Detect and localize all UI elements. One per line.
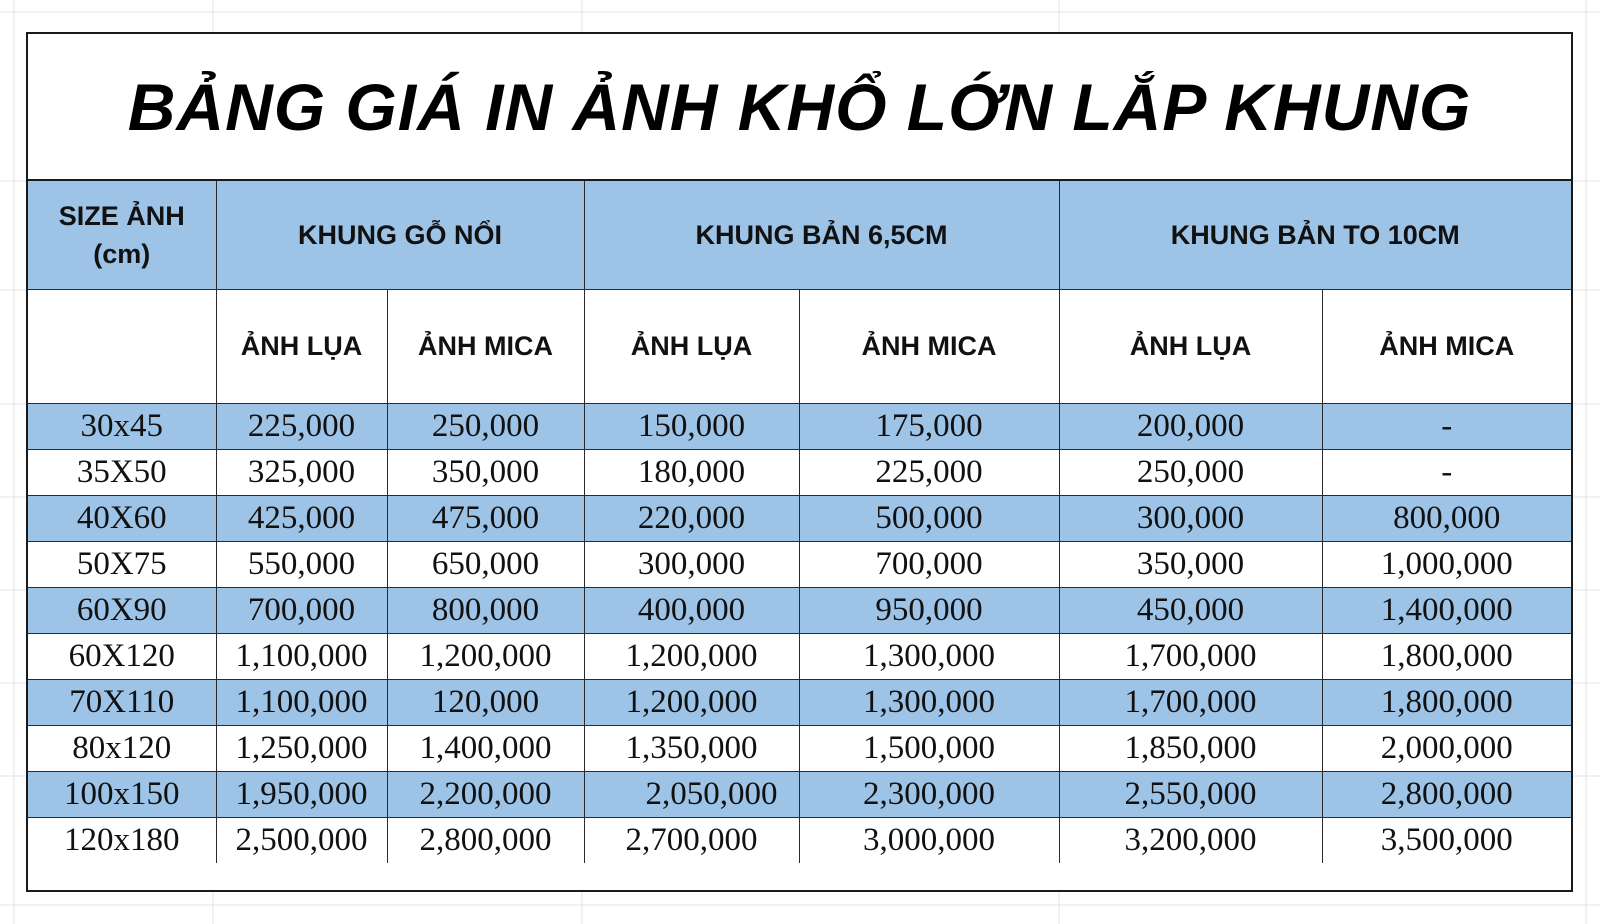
price-cell: 1,250,000 (216, 726, 387, 772)
price-cell: 1,100,000 (216, 680, 387, 726)
price-cell-value: 2,050,000 (645, 776, 778, 812)
price-table (28, 181, 1571, 863)
price-cell: 1,800,000 (1322, 680, 1571, 726)
page-title: BẢNG GIÁ IN ẢNH KHỔ LỚN LẮP KHUNG (28, 34, 1571, 181)
size-cell: 80x120 (28, 726, 216, 772)
price-cell: 2,700,000 (584, 818, 799, 864)
size-cell: 30x45 (28, 404, 216, 450)
price-cell: 2,550,000 (1059, 772, 1322, 818)
subheader-cell: ẢNH MICA (799, 290, 1059, 404)
table-row (28, 680, 1571, 726)
size-cell: 40X60 (28, 496, 216, 542)
price-cell: 700,000 (799, 542, 1059, 588)
table-row (28, 634, 1571, 680)
subheader-cell: ẢNH MICA (387, 290, 584, 404)
price-cell: 450,000 (1059, 588, 1322, 634)
price-cell: 475,000 (387, 496, 584, 542)
subheader-cell: ẢNH LỤA (216, 290, 387, 404)
price-cell: 150,000 (584, 404, 799, 450)
price-cell: 800,000 (387, 588, 584, 634)
price-cell: 1,200,000 (584, 634, 799, 680)
price-cell: 1,300,000 (799, 680, 1059, 726)
table-row (28, 588, 1571, 634)
price-cell: 1,200,000 (584, 680, 799, 726)
size-header-line2: (cm) (93, 239, 151, 269)
price-cell: 2,500,000 (216, 818, 387, 864)
subheader-cell: ẢNH MICA (1322, 290, 1571, 404)
size-cell: 100x150 (28, 772, 216, 818)
price-cell: 1,850,000 (1059, 726, 1322, 772)
price-cell: 1,200,000 (387, 634, 584, 680)
header-row-groups (28, 181, 1571, 290)
price-cell: 550,000 (216, 542, 387, 588)
price-cell: 3,500,000 (1322, 818, 1571, 864)
price-cell: 1,350,000 (584, 726, 799, 772)
price-cell: 175,000 (799, 404, 1059, 450)
size-cell: 60X120 (28, 634, 216, 680)
price-cell: 250,000 (387, 404, 584, 450)
price-cell: 650,000 (387, 542, 584, 588)
subheader-cell: ẢNH LỤA (1059, 290, 1322, 404)
price-cell: 225,000 (799, 450, 1059, 496)
price-sheet (26, 32, 1573, 892)
price-cell: 700,000 (216, 588, 387, 634)
price-cell: 400,000 (584, 588, 799, 634)
price-cell: 425,000 (216, 496, 387, 542)
price-cell: 2,200,000 (387, 772, 584, 818)
price-cell: - (1322, 404, 1571, 450)
size-cell: 120x180 (28, 818, 216, 864)
price-cell: 300,000 (1059, 496, 1322, 542)
price-cell: 1,700,000 (1059, 680, 1322, 726)
header-row-subcolumns (28, 290, 1571, 404)
price-cell: 3,200,000 (1059, 818, 1322, 864)
price-cell: 120,000 (387, 680, 584, 726)
price-cell: 325,000 (216, 450, 387, 496)
size-cell: 60X90 (28, 588, 216, 634)
price-cell: 950,000 (799, 588, 1059, 634)
price-cell: 1,500,000 (799, 726, 1059, 772)
price-cell: 1,100,000 (216, 634, 387, 680)
price-cell: 350,000 (387, 450, 584, 496)
table-row (28, 496, 1571, 542)
price-cell: 1,400,000 (387, 726, 584, 772)
group-header-khung-ban-to-10cm: KHUNG BẢN TO 10CM (1059, 181, 1571, 290)
subheader-empty (28, 290, 216, 404)
price-cell (584, 772, 799, 818)
price-cell: 500,000 (799, 496, 1059, 542)
size-header-line1: SIZE ẢNH (58, 201, 185, 231)
subheader-cell: ẢNH LỤA (584, 290, 799, 404)
table-row (28, 726, 1571, 772)
price-cell: 1,000,000 (1322, 542, 1571, 588)
size-cell: 35X50 (28, 450, 216, 496)
price-cell: 180,000 (584, 450, 799, 496)
price-cell: 300,000 (584, 542, 799, 588)
table-row (28, 542, 1571, 588)
price-cell: 3,000,000 (799, 818, 1059, 864)
table-row (28, 772, 1571, 818)
group-header-khung-ban-6-5cm: KHUNG BẢN 6,5CM (584, 181, 1059, 290)
price-cell: 800,000 (1322, 496, 1571, 542)
price-cell: 2,800,000 (1322, 772, 1571, 818)
size-header (28, 181, 216, 290)
price-cell: 350,000 (1059, 542, 1322, 588)
size-cell: 70X110 (28, 680, 216, 726)
table-row (28, 450, 1571, 496)
price-cell: 1,400,000 (1322, 588, 1571, 634)
price-cell: 1,300,000 (799, 634, 1059, 680)
price-cell: 1,800,000 (1322, 634, 1571, 680)
price-cell: 2,300,000 (799, 772, 1059, 818)
price-cell: 250,000 (1059, 450, 1322, 496)
price-cell: 1,950,000 (216, 772, 387, 818)
table-row (28, 404, 1571, 450)
price-cell: 200,000 (1059, 404, 1322, 450)
price-cell: 2,800,000 (387, 818, 584, 864)
price-cell: 1,700,000 (1059, 634, 1322, 680)
price-cell: 220,000 (584, 496, 799, 542)
table-row (28, 818, 1571, 864)
price-cell: - (1322, 450, 1571, 496)
price-cell: 225,000 (216, 404, 387, 450)
group-header-khung-go-noi: KHUNG GỖ NỔI (216, 181, 584, 290)
size-cell: 50X75 (28, 542, 216, 588)
price-cell: 2,000,000 (1322, 726, 1571, 772)
